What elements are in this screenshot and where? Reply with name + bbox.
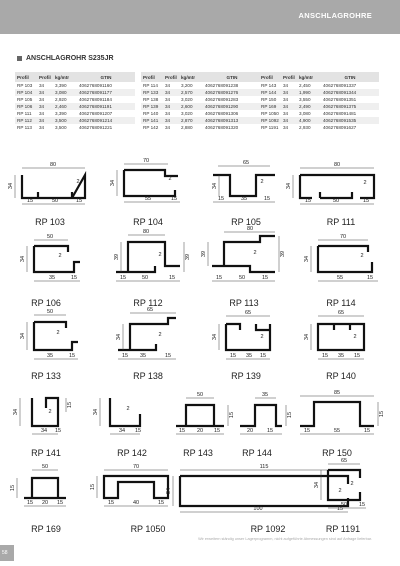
dimension-label: 15: [90, 483, 96, 491]
dimension-label: 2: [126, 406, 130, 412]
profile-label: RP 1092: [250, 524, 286, 534]
profile-label: RP 1050: [130, 524, 166, 534]
dimension-label: 40: [132, 500, 140, 506]
dimension-label: 50: [141, 275, 149, 281]
table-row: RP 140 34 3,020 4062768091306: [143, 111, 239, 116]
dimension-label: 2: [158, 332, 162, 338]
dimension-label: 34: [212, 333, 218, 341]
dimension-label: 2: [350, 481, 354, 487]
col-header: kg/mtr: [53, 72, 77, 82]
dimension-label: 39: [185, 253, 191, 261]
dimension-label: 65: [340, 458, 348, 464]
col-header: GTIN: [77, 72, 135, 82]
dimension-label: 2: [360, 253, 364, 259]
dimension-label: 20: [246, 428, 254, 434]
dimension-label: 15: [259, 353, 267, 359]
dimension-label: 50: [332, 198, 340, 204]
dimension-label: 55: [333, 428, 341, 434]
dimension-label: 15: [362, 198, 370, 204]
profile-label: RP 104: [133, 217, 163, 227]
dimension-label: 15: [75, 198, 83, 204]
profile-shape: [240, 405, 282, 426]
profile-shape: [213, 175, 275, 196]
col-header: Profil: [259, 72, 281, 82]
dimension-label: 34: [13, 408, 19, 416]
dimension-label: 15: [67, 401, 73, 409]
col-header: GTIN: [203, 72, 261, 82]
dimension-label: 2: [56, 330, 60, 336]
dimension-label: 50: [41, 464, 49, 470]
dimension-label: 50: [238, 275, 246, 281]
col-header: kg/mtr: [179, 72, 203, 82]
profile-label: RP 105: [231, 217, 261, 227]
dimension-label: 20: [41, 500, 49, 506]
dimension-label: 2: [58, 253, 62, 259]
dimension-label: 65: [146, 307, 154, 313]
dimension-label: 15: [213, 428, 221, 434]
profile-label: RP 1191: [325, 524, 361, 534]
col-header: Profil: [281, 72, 297, 82]
dimension-label: 35: [46, 353, 54, 359]
table-row: RP 141 34 2,870 4062768091313: [141, 117, 261, 124]
dimension-label: 80: [49, 162, 57, 168]
dimension-label: 2: [253, 250, 257, 256]
profile-shape: [118, 318, 176, 350]
dimension-label: 15: [26, 500, 34, 506]
dimension-label: 2: [48, 409, 52, 415]
profile-shape: [110, 398, 140, 426]
dimension-label: 15: [215, 275, 223, 281]
dimension-label: 34: [20, 255, 26, 263]
table-row: RP 143 34 2,450 4062768091337: [261, 83, 357, 88]
dimension-label: 70: [339, 234, 347, 240]
dimension-label: 15: [353, 353, 361, 359]
dimension-label: 35: [48, 275, 56, 281]
profile-shape: [318, 246, 372, 272]
dimension-label: 50: [46, 234, 54, 240]
table-row: RP 111 34 3,390 4062768091207: [17, 111, 113, 116]
dimension-label: 15: [54, 428, 62, 434]
dimension-label: 15: [164, 353, 172, 359]
profile-label: RP 113: [229, 298, 259, 308]
table-row: RP 139 34 2,600 4062768091290: [141, 103, 261, 110]
dimension-label: 15: [321, 353, 329, 359]
dimension-label: 70: [142, 158, 150, 164]
col-header: Profil: [141, 72, 163, 82]
dimension-label: 15: [107, 500, 115, 506]
table-row: RP 150 34 3,550 4062768091351: [261, 97, 357, 102]
dimension-label: 15: [134, 428, 142, 434]
dimension-label: 2: [363, 180, 367, 186]
profile-label: RP 111: [326, 217, 356, 227]
dimension-label: 35: [139, 353, 147, 359]
table-row: RP 113 34 3,500 4062768091221: [17, 125, 113, 130]
profile-shape: [300, 402, 374, 426]
dimension-label: 34: [286, 182, 292, 190]
dimension-label: 39: [201, 250, 207, 258]
dimension-label: 55: [336, 275, 344, 281]
page-number: 58: [2, 550, 8, 556]
dimension-label: 85: [333, 390, 341, 396]
dimension-label: 15: [363, 428, 371, 434]
dimension-label: 34: [110, 179, 116, 187]
dimension-label: 34: [304, 333, 310, 341]
dimension-label: 80: [246, 226, 254, 232]
dimension-label: 15: [68, 353, 76, 359]
dimension-label: 34: [8, 182, 14, 190]
profile-label: RP 103: [35, 217, 65, 227]
dimension-label: 15: [217, 196, 225, 202]
dimension-label: 15: [379, 410, 385, 418]
dimension-label: 34: [116, 333, 122, 341]
dimension-label: 35: [245, 353, 253, 359]
dimension-label: 65: [242, 160, 250, 166]
dimension-label: 15: [358, 502, 366, 508]
profile-shape: [104, 476, 168, 498]
dimension-label: 100: [253, 506, 263, 512]
profile-shape: [124, 170, 178, 196]
profile-shape: [180, 476, 348, 506]
dimension-label: 15: [119, 275, 127, 281]
dimension-label: 55: [144, 196, 152, 202]
dimension-label: 15: [10, 484, 16, 492]
col-header: Profil: [163, 72, 179, 82]
section-title-text: ANSCHLAGROHR S235JR: [26, 55, 114, 62]
profile-shape: [176, 405, 224, 426]
table-row: RP 1092 34 4,900 4062768091535: [259, 117, 379, 124]
table-row: RP 1191 34 2,930 4062768091627: [261, 125, 357, 130]
profile-label: RP 142: [117, 448, 147, 458]
dimension-label: 15: [229, 353, 237, 359]
profile-label: RP 143: [183, 448, 213, 458]
dimension-label: 15: [261, 275, 269, 281]
dimension-label: 2: [260, 179, 264, 185]
dimension-label: 15: [304, 198, 312, 204]
col-header: kg/mtr: [297, 72, 321, 82]
dimension-label: 39: [114, 253, 120, 261]
dimension-label: 15: [157, 500, 165, 506]
dimension-label: 35: [337, 353, 345, 359]
profile-label: RP 169: [31, 524, 61, 534]
dimension-label: 34: [118, 428, 126, 434]
table-row: RP 103 34 3,390 4062768091160: [17, 83, 112, 88]
dimension-label: 2: [260, 334, 264, 340]
dimension-label: 65: [244, 310, 252, 316]
profile-label: RP 139: [231, 371, 261, 381]
dimension-label: 2: [158, 252, 162, 258]
dimension-label: 15: [366, 275, 374, 281]
table-row: RP 114 34 3,200 4062768091238: [143, 83, 239, 88]
table-row: RP 112 34 3,500 4062768091214: [15, 117, 135, 124]
profile-shape: [328, 470, 360, 500]
dimension-label: 34: [212, 182, 218, 190]
dimension-label: 15: [56, 500, 64, 506]
dimension-label: 15: [168, 275, 176, 281]
profile-label: RP 112: [133, 298, 163, 308]
dimension-label: 15: [263, 196, 271, 202]
dimension-label: 35: [261, 392, 269, 398]
profile-label: RP 150: [322, 448, 352, 458]
profile-label: RP 133: [31, 371, 61, 381]
profile-shape: [300, 175, 374, 198]
table-row: RP 133 34 2,570 4062768091276: [141, 89, 261, 96]
table-row: RP 144 34 1,990 4062768091344: [259, 89, 379, 96]
col-header: Profil: [15, 72, 37, 82]
dimension-label: 39: [280, 250, 286, 258]
dimension-label: 15: [229, 411, 235, 419]
dimension-label: 15: [26, 198, 34, 204]
dimension-label: 15: [170, 196, 178, 202]
dimension-label: 50: [51, 198, 59, 204]
dimension-label: 50: [196, 392, 204, 398]
profile-shape: [34, 322, 78, 350]
profile-shape: [318, 324, 364, 350]
dimension-label: 80: [142, 229, 150, 235]
dimension-label: 80: [333, 162, 341, 168]
dimension-label: 35: [240, 196, 248, 202]
header-title: ANSCHLAGROHRE: [298, 11, 372, 20]
dimension-label: 70: [132, 464, 140, 470]
dimension-label: 15: [121, 353, 129, 359]
dimension-label: 34: [20, 332, 26, 340]
dimension-label: 2: [338, 488, 342, 494]
profile-shape: [212, 236, 275, 272]
col-header: Profil: [37, 72, 53, 82]
profile-shape: [24, 478, 66, 498]
dimension-label: 20: [196, 428, 204, 434]
profile-label: RP 138: [133, 371, 163, 381]
table-row: RP 105 34 2,920 4062768091184: [17, 97, 112, 102]
profile-label: RP 114: [326, 298, 356, 308]
dimension-label: 34: [166, 487, 172, 495]
dimension-label: 34: [304, 255, 310, 263]
table-row: RP 142 34 2,880 4062768091320: [143, 125, 239, 130]
table-row: RP 1050 34 3,080 4062768091481: [261, 111, 357, 116]
dimension-label: 50: [46, 309, 54, 315]
profile-label: RP 140: [326, 371, 356, 381]
table-row: RP 106 34 2,460 4062768091191: [15, 103, 135, 110]
table-row: RP 104 34 3,080 4062768091177: [15, 89, 135, 96]
dimension-label: 50: [340, 502, 348, 508]
profile-label: RP 106: [31, 298, 61, 308]
table-row: RP 138 34 3,020 4062768091283: [143, 97, 239, 102]
profile-shape: [34, 246, 80, 272]
dimension-label: 15: [70, 275, 78, 281]
dimension-label: 34: [40, 428, 48, 434]
dimension-label: 15: [266, 428, 274, 434]
dimension-label: 15: [178, 428, 186, 434]
dimension-label: 65: [337, 310, 345, 316]
profile-label: RP 141: [31, 448, 61, 458]
profile-shape: [32, 398, 58, 426]
dimension-label: 15: [336, 506, 344, 512]
table-row: RP 169 34 2,490 4062768091375: [259, 103, 379, 110]
footnote: Wir erweitern ständig unser Lagerprogramm, nicht aufgeführte Abmessungen sind auf Anfrage lieferbar.: [198, 537, 372, 541]
dimension-label: 34: [93, 408, 99, 416]
dimension-label: 34: [314, 481, 320, 489]
dimension-label: 15: [303, 428, 311, 434]
dimension-label: 2: [353, 334, 357, 340]
profile-shape: [116, 242, 180, 272]
dimension-label: 2: [76, 179, 80, 185]
profile-label: RP 144: [242, 448, 272, 458]
dimension-label: 15: [287, 411, 293, 419]
dimension-label: 115: [259, 464, 269, 470]
dimension-label: 2: [168, 176, 172, 182]
col-header: GTIN: [321, 72, 379, 82]
